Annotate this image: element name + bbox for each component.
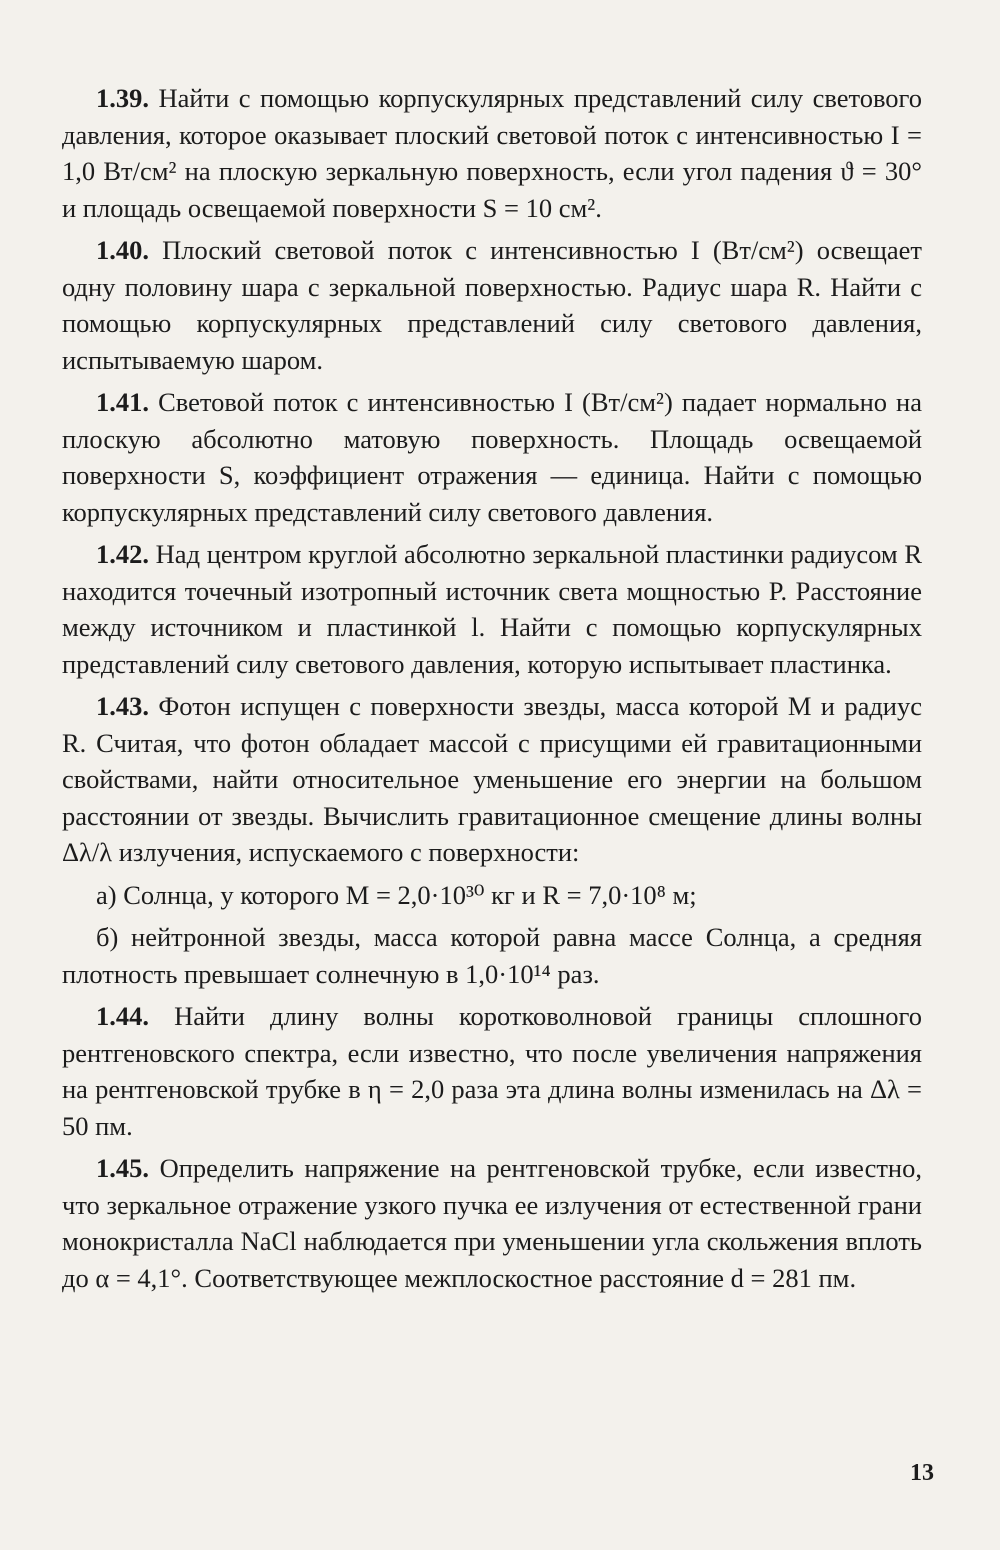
problem-1-44 bbox=[62, 998, 922, 1144]
problem-number: 1.45. bbox=[96, 1153, 149, 1183]
subitem-a: а) Солнца, у которого M = 2,0·10³⁰ кг и R = 7,0·10⁸ м; bbox=[96, 879, 697, 910]
problem-text: Над центром круглой абсолютно зеркальной пластинки радиусом R находится точечный изотропный источник света мощностью P. Расстояние между источником и пластинкой l. Найти с помощью корпускулярных представлений силу светового давления, которую испытывает пластинка. bbox=[62, 539, 923, 679]
problem-number: 1.42. bbox=[96, 539, 149, 569]
problem-1-43 bbox=[62, 688, 922, 871]
problem-text: Фотон испущен с поверхности звезды, масса которой M и радиус R. Считая, что фотон обладает массой с присущими ей гравитационными свойствами, найти относительное уменьшение его энергии на большом расстоянии от звезды. Вычислить гравитационное смещение длины волны Δλ/λ излучения, испускаемого с поверхности: bbox=[62, 691, 923, 867]
problem-text: Найти с помощью корпускулярных представлений силу светового давления, которое оказывает плоский световой поток с интенсивностью I = 1,0 Вт/см² на плоскую зеркальную поверхность, если угол падения ϑ = 30° и площадь освещаемой поверхности S = 10 см². bbox=[62, 83, 922, 223]
problem-1-41 bbox=[62, 384, 922, 530]
problem-number: 1.43. bbox=[96, 691, 149, 721]
problem-number: 1.44. bbox=[96, 1001, 149, 1031]
problem-text: Световой поток с интенсивностью I (Вт/см²) падает нормально на плоскую абсолютно матовую поверхность. Площадь освещаемой поверхности S, коэффициент отражения — единица. Найти с помощью корпускулярных представлений силу светового давления. bbox=[62, 387, 923, 527]
problem-1-42 bbox=[62, 536, 922, 682]
page-number: 13 bbox=[910, 1460, 934, 1486]
problem-number: 1.39. bbox=[96, 83, 149, 113]
problem-number: 1.41. bbox=[96, 387, 149, 417]
problem-text: Плоский световой поток с интенсивностью I (Вт/см²) освещает одну половину шара с зеркальной поверхностью. Радиус шара R. Найти с помощью корпускулярных представлений силу светового давления, испытываемую шаром. bbox=[62, 235, 922, 375]
problem-text: Определить напряжение на рентгеновской трубке, если известно, что зеркальное отражение узкого пучка ее излучения от естественной грани монокристалла NaCl наблюдается при уменьшении угла скольжения вплоть до α = 4,1°. Соответствующее межплоскостное расстояние d = 281 пм. bbox=[62, 1153, 922, 1293]
problem-1-40 bbox=[62, 232, 922, 378]
problem-1-45 bbox=[62, 1150, 922, 1296]
problem-text: Найти длину волны коротковолновой границы сплошного рентгеновского спектра, если известно, что после увеличения напряжения на рентгеновской трубке в η = 2,0 раза эта длина волны изменилась на Δλ = 50 пм. bbox=[62, 1001, 923, 1141]
problem-number: 1.40. bbox=[96, 235, 149, 265]
subitem-b: б) нейтронной звезды, масса которой равна массе Солнца, а средняя плотность превышает солнечную в 1,0·10¹⁴ раз. bbox=[62, 922, 922, 989]
problem-1-39 bbox=[62, 80, 922, 226]
